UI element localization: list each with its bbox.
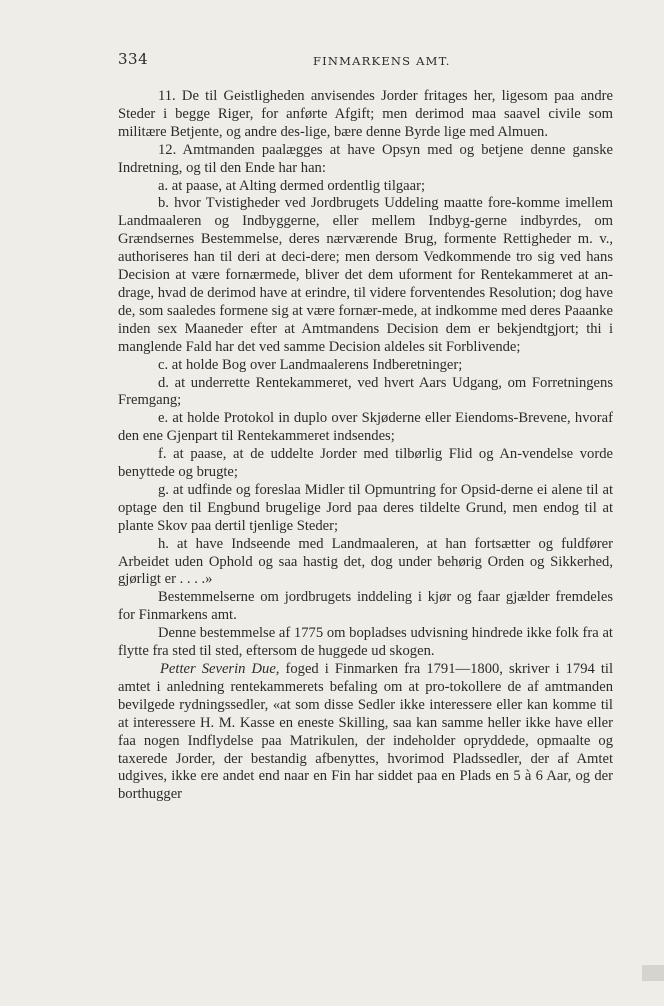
clause-d: d. at underrette Rentekammeret, ved hvert Aars Udgang, om Forretningens Fremgang;: [118, 374, 613, 409]
clause-h: h. at have Indseende med Landmaaleren, at han fortsætter og fuldfører Arbeidet uden Ophold og saa hastig det, dog under behørig Orden og Sikkerhed, gjørligt er . . . .»: [118, 535, 613, 588]
page-edge-shadow: [642, 965, 664, 981]
clause-e: e. at holde Protokol in duplo over Skjøderne eller Eiendoms-Brevene, hvoraf den ene Gjenpart til Rentekammeret indsendes;: [118, 410, 613, 445]
clause-a: a. at paase, at Alting dermed ordentlig tilgaar;: [158, 177, 426, 194]
clause-c: c. at holde Bog over Landmaalerens Indberetninger;: [158, 356, 463, 373]
running-head: FINMARKENS AMT.: [313, 54, 451, 68]
person-name: Petter Severin Due,: [160, 661, 280, 677]
page-number: 334: [118, 50, 149, 68]
page-header: [118, 50, 613, 72]
paragraph-11: 11. De til Geistligheden anvisendes Jorder fritages her, ligesom paa andre Steder i begge Riger, for anførte Afgift; men derimod maa saavel civile som militære Betjente, og andre des-lige, bære denne Byrde lige med Almuen.: [118, 88, 613, 140]
body-text: [118, 88, 613, 804]
paragraph-12: 12. Amtmanden paalægges at have Opsyn med og betjene denne ganske Indretning, og til den Ende har han:: [118, 141, 613, 176]
clause-b: b. hvor Tvistigheder ved Jordbrugets Uddeling maatte fore-komme imellem Landmaaleren og Indbyggerne, eller mellem Indbyg-gerne indbyrdes, om Grændsernes Bestemmelse, deres nærværende Brug, formente Rettigheder m. v., authoriseres han til deri at deci-dere; men dersom Vedkommende tro sig ved hans Decision at være fornærmede, bliver det dem uforment for Rentekammeret at an-drage, hvad de derimod have at erindre, til videre forventendes Resolution; dog have de, som saaledes formene sig at være fornær-mede, at indkomme med deres Paaanke inden sex Maaneder efter at Amtmandens Decision dem er bekjendtgjort; thi i manglende Fald har det ved samme Decision aldeles sit Forblivende;: [118, 195, 613, 355]
clause-f: f. at paase, at de uddelte Jorder med tilbørlig Flid og An-vendelse vorde benyttede og brugte;: [118, 446, 613, 481]
paragraph-bestemmelserne: Bestemmelserne om jordbrugets inddeling i kjør og faar gjælder fremdeles for Finmarkens amt.: [118, 589, 613, 624]
clause-g: g. at udfinde og foreslaa Midler til Opmuntring for Opsid-derne ei alene til at optage den til Engbund brugelige Jord paa deres tildelte Grund, men endog til at plante Skov paa dertil tjenlige Steder;: [118, 481, 613, 534]
paragraph-denne-bestemmelse: Denne bestemmelse af 1775 om bopladses udvisning hindrede ikke folk fra at flytte fra sted til sted, eftersom de huggede ud skogen.: [118, 625, 613, 660]
paragraph-petter-severin-due: [118, 661, 613, 804]
paragraph-text: foged i Finmarken fra 1791—1800, skriver i 1794 til amtet i anledning rentekammerets befaling om at pro-tokollere de af amtmanden bevilgede rydningssedler, «at som disse Sedler ikke interessere eller kan komme til at interessere H. M. Kasse en eneste Skilling, saa kan samme heller ikke have eller faa nogen Indflydelse paa Matrikulen, der indeholder opryddede, opmaalte og taxerede Jorder, der bestandig afbenyttes, hvorimod Pladssedler, der af Amtet udgives, ikke ere andet end naar en Fin har siddet paa en Plads en 5 à 6 Aar, og der borthugger: [118, 661, 613, 803]
